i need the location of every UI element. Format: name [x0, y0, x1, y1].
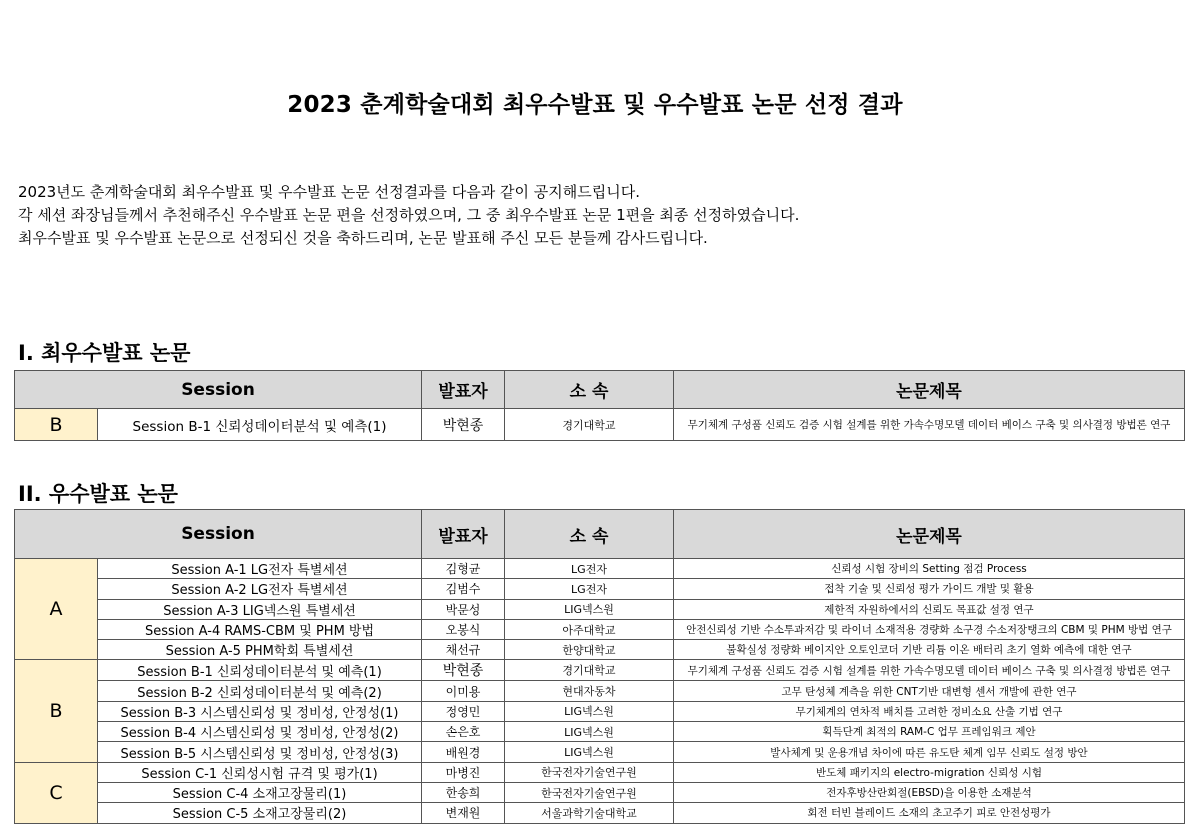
session-cell: Session B-5 시스템신뢰성 및 정비성, 안정성(3) [98, 742, 422, 762]
header-session: Session [15, 371, 422, 409]
paper-title-cell: 무기체계의 연차적 배치를 고려한 정비소요 산출 기법 연구 [674, 701, 1185, 721]
paper-title-cell: 전자후방산란회절(EBSD)을 이용한 소재분석 [674, 782, 1185, 802]
paper-title-cell: 무기체계 구성품 신뢰도 검증 시험 설계를 위한 가속수명모델 데이터 베이스 구축 및 의사결정 방법론 연구 [674, 660, 1185, 681]
presenter-cell: 김형균 [422, 559, 505, 579]
table-row [15, 619, 1185, 639]
affiliation-cell: LG전자 [505, 559, 674, 579]
session-cell: Session A-2 LG전자 특별세션 [98, 579, 422, 599]
intro-line: 최우수발표 및 우수발표 논문으로 선정되신 것을 축하드리며, 논문 발표해 주신 모든 분들께 감사드립니다. [18, 229, 708, 247]
presenter-cell: 변재원 [422, 803, 505, 823]
session-group-label: B [15, 409, 98, 441]
header-paper: 논문제목 [674, 510, 1185, 559]
affiliation-cell: 현대자동차 [505, 681, 674, 701]
presenter-cell: 김범수 [422, 579, 505, 599]
affiliation-cell: LIG넥스원 [505, 742, 674, 762]
table-row [15, 742, 1185, 762]
session-cell: Session A-1 LG전자 특별세션 [98, 559, 422, 579]
intro-line: 각 세션 좌장님들께서 추천해주신 우수발표 논문 편을 선정하였으며, 그 중 최우수발표 논문 1편을 최종 선정하였습니다. [18, 206, 800, 224]
presenter-cell: 채선규 [422, 640, 505, 660]
table-row [15, 599, 1185, 619]
header-presenter: 발표자 [422, 371, 505, 409]
session-cell: Session C-4 소재고장물리(1) [98, 782, 422, 802]
header-paper: 논문제목 [674, 371, 1185, 409]
presenter-cell: 배원경 [422, 742, 505, 762]
table-row [15, 782, 1185, 802]
table-row [15, 803, 1185, 823]
presenter-cell: 오봉식 [422, 619, 505, 639]
affiliation-cell: 아주대학교 [505, 619, 674, 639]
table-row [15, 681, 1185, 701]
paper-title-cell: 고무 탄성체 계측을 위한 CNT기반 대변형 센서 개발에 관한 연구 [674, 681, 1185, 701]
session-cell: Session A-3 LIG넥스원 특별세션 [98, 599, 422, 619]
page-title: 2023 춘계학술대회 최우수발표 및 우수발표 논문 선정 결과 [287, 92, 903, 118]
affiliation-cell: 한국전자기술연구원 [505, 782, 674, 802]
session-group-label: B [15, 660, 98, 762]
presenter-cell: 마병진 [422, 762, 505, 782]
best-section-heading: I. 최우수발표 논문 [18, 341, 191, 365]
paper-title-cell: 신뢰성 시험 장비의 Setting 점검 Process [674, 559, 1185, 579]
paper-title-cell: 안전신뢰성 기반 수소투과저감 및 라이너 소재적용 경량화 소구경 수소저장탱크의 CBM 및 PHM 방법 연구 [674, 619, 1185, 639]
table-row [15, 660, 1185, 681]
session-cell: Session C-5 소재고장물리(2) [98, 803, 422, 823]
presenter-cell: 박현종 [422, 409, 505, 441]
table-row [15, 559, 1185, 579]
session-cell: Session B-3 시스템신뢰성 및 정비성, 안정성(1) [98, 701, 422, 721]
excellent-paper-table [14, 509, 1185, 824]
paper-title-cell: 제한적 자원하에서의 신뢰도 목표값 설정 연구 [674, 599, 1185, 619]
best-paper-table [14, 370, 1185, 441]
presenter-cell: 박문성 [422, 599, 505, 619]
paper-title-cell: 회전 터빈 블레이드 소재의 초고주기 피로 안전성평가 [674, 803, 1185, 823]
table-row [15, 579, 1185, 599]
session-cell: Session A-5 PHM학회 특별세션 [98, 640, 422, 660]
affiliation-cell: 경기대학교 [505, 409, 674, 441]
presenter-cell: 한송희 [422, 782, 505, 802]
table-row [15, 762, 1185, 782]
affiliation-cell: LIG넥스원 [505, 722, 674, 742]
table-header-row [15, 510, 1185, 559]
affiliation-cell: 한국전자기술연구원 [505, 762, 674, 782]
paper-title-cell: 반도체 패키지의 electro-migration 신뢰성 시험 [674, 762, 1185, 782]
paper-title-cell: 발사체계 및 운용개념 차이에 따른 유도탄 체계 임무 신뢰도 설정 방안 [674, 742, 1185, 762]
excellent-section-heading: II. 우수발표 논문 [18, 482, 178, 506]
session-cell: Session B-2 신뢰성데이터분석 및 예측(2) [98, 681, 422, 701]
paper-title-cell: 획득단계 최적의 RAM-C 업무 프레임워크 제안 [674, 722, 1185, 742]
affiliation-cell: LG전자 [505, 579, 674, 599]
table-row [15, 640, 1185, 660]
header-session: Session [15, 510, 422, 559]
affiliation-cell: 한양대학교 [505, 640, 674, 660]
paper-title-cell: 무기체계 구성품 신뢰도 검증 시험 설계를 위한 가속수명모델 데이터 베이스 구축 및 의사결정 방법론 연구 [674, 409, 1185, 441]
presenter-cell: 박현종 [422, 660, 505, 681]
paper-title-cell: 불확실성 정량화 베이지안 오토인코더 기반 리튬 이온 배터리 초기 열화 예측에 대한 연구 [674, 640, 1185, 660]
affiliation-cell: LIG넥스원 [505, 701, 674, 721]
header-affiliation: 소 속 [505, 510, 674, 559]
session-cell: Session B-4 시스템신뢰성 및 정비성, 안정성(2) [98, 722, 422, 742]
session-cell: Session B-1 신뢰성데이터분석 및 예측(1) [98, 660, 422, 681]
table-row [15, 409, 1185, 441]
session-group-label: A [15, 559, 98, 660]
affiliation-cell: 경기대학교 [505, 660, 674, 681]
presenter-cell: 손은호 [422, 722, 505, 742]
table-row [15, 701, 1185, 721]
affiliation-cell: LIG넥스원 [505, 599, 674, 619]
session-group-label: C [15, 762, 98, 823]
session-cell: Session A-4 RAMS-CBM 및 PHM 방법 [98, 619, 422, 639]
header-affiliation: 소 속 [505, 371, 674, 409]
header-presenter: 발표자 [422, 510, 505, 559]
session-cell: Session B-1 신뢰성데이터분석 및 예측(1) [98, 409, 422, 441]
intro-text [18, 181, 799, 250]
presenter-cell: 정영민 [422, 701, 505, 721]
table-header-row [15, 371, 1185, 409]
intro-line: 2023년도 춘계학술대회 최우수발표 및 우수발표 논문 선정결과를 다음과 같이 공지해드립니다. [18, 183, 640, 201]
affiliation-cell: 서울과학기술대학교 [505, 803, 674, 823]
presenter-cell: 이미용 [422, 681, 505, 701]
paper-title-cell: 접착 기술 및 신뢰성 평가 가이드 개발 및 활용 [674, 579, 1185, 599]
session-cell: Session C-1 신뢰성시험 규격 및 평가(1) [98, 762, 422, 782]
table-row [15, 722, 1185, 742]
